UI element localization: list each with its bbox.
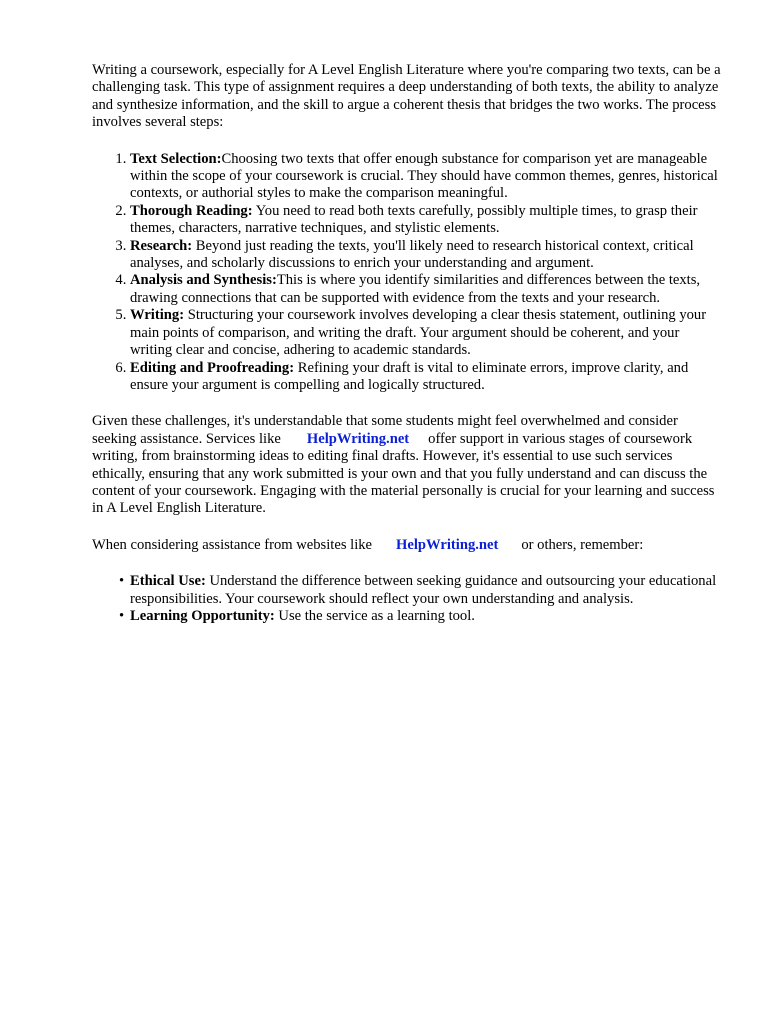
step-text: Choosing two texts that offer enough substance for comparison yet are manageable within the scope of your coursework is crucial. They should have common themes, genres, historical contexts, or authorial styles to make the comparison meaningful.: [130, 150, 718, 202]
step-item: [130, 238, 722, 273]
document-page: [92, 62, 722, 625]
step-item: [130, 307, 722, 359]
step-text: You need to read both texts carefully, possibly multiple times, to grasp their themes, characters, narrative techniques, and stylistic elements.: [130, 202, 698, 237]
step-item: [130, 360, 722, 395]
step-text: Beyond just reading the texts, you'll likely need to research historical context, critical analyses, and scholarly discussions to enrich your understanding and argument.: [130, 237, 694, 272]
considering-text-after: or others, remember:: [521, 536, 644, 553]
assistance-paragraph: [92, 413, 722, 517]
reminder-item: [92, 573, 722, 608]
reminder-text: Understand the difference between seeking guidance and outsourcing your educational responsibilities. Your coursework should reflect your own understanding and analysis.: [130, 573, 717, 607]
reminder-title: Ethical Use:: [130, 573, 206, 590]
helpwriting-link[interactable]: HelpWriting.net: [306, 430, 410, 447]
assistance-text-after: offer support in various stages of coursework writing, from brainstorming ideas to editing final drafts. However, it's essential to use such services ethically, ensuring that any work submitted is your own and that you fully understand and can discuss the content of your coursework. Engaging with the material personally is crucial for your learning and success in A Level English Literature.: [92, 430, 715, 517]
step-title: Thorough Reading:: [130, 202, 253, 219]
step-item: [130, 272, 722, 307]
step-title: Writing:: [130, 307, 185, 324]
step-text: Structuring your coursework involves developing a clear thesis statement, outlining your main points of comparison, and writing the draft. Your argument should be coherent, and your writing clear and concise, adhering to academic standards.: [130, 307, 707, 359]
assistance-text-before: Given these challenges, it's understandable that some students might feel overwhelmed and consider seeking assistance. Services like: [92, 413, 678, 447]
considering-text-before: When considering assistance from websites like: [92, 536, 373, 553]
step-text: Refining your draft is vital to eliminate errors, improve clarity, and ensure your argument is compelling and logically structured.: [130, 359, 689, 393]
considering-paragraph: [92, 537, 722, 554]
step-title: Analysis and Synthesis:: [130, 272, 277, 289]
bullet-icon: •: [119, 573, 125, 590]
reminder-item: [92, 608, 722, 625]
step-title: Text Selection:: [130, 150, 222, 167]
step-item: [130, 203, 722, 238]
reminder-text: Use the service as a learning tool.: [274, 607, 475, 624]
step-title: Research:: [130, 237, 193, 254]
step-title: Editing and Proofreading:: [130, 359, 295, 376]
step-text: This is where you identify similarities and differences between the texts, drawing connections that can be supported with evidence from the texts and your research.: [130, 272, 701, 306]
steps-list: [92, 151, 722, 395]
bullet-icon: •: [119, 607, 125, 624]
intro-paragraph: Writing a coursework, especially for A Level English Literature where you're comparing two texts, can be a challenging task. This type of assignment requires a deep understanding of both texts, the ability to analyze and synthesize information, and the skill to argue a coherent thesis that bridges the two works. The process involves several steps:: [92, 62, 721, 131]
step-item: [130, 151, 722, 203]
helpwriting-link-2[interactable]: HelpWriting.net: [396, 536, 499, 553]
reminder-list: [92, 573, 722, 625]
reminder-title: Learning Opportunity:: [130, 607, 275, 624]
